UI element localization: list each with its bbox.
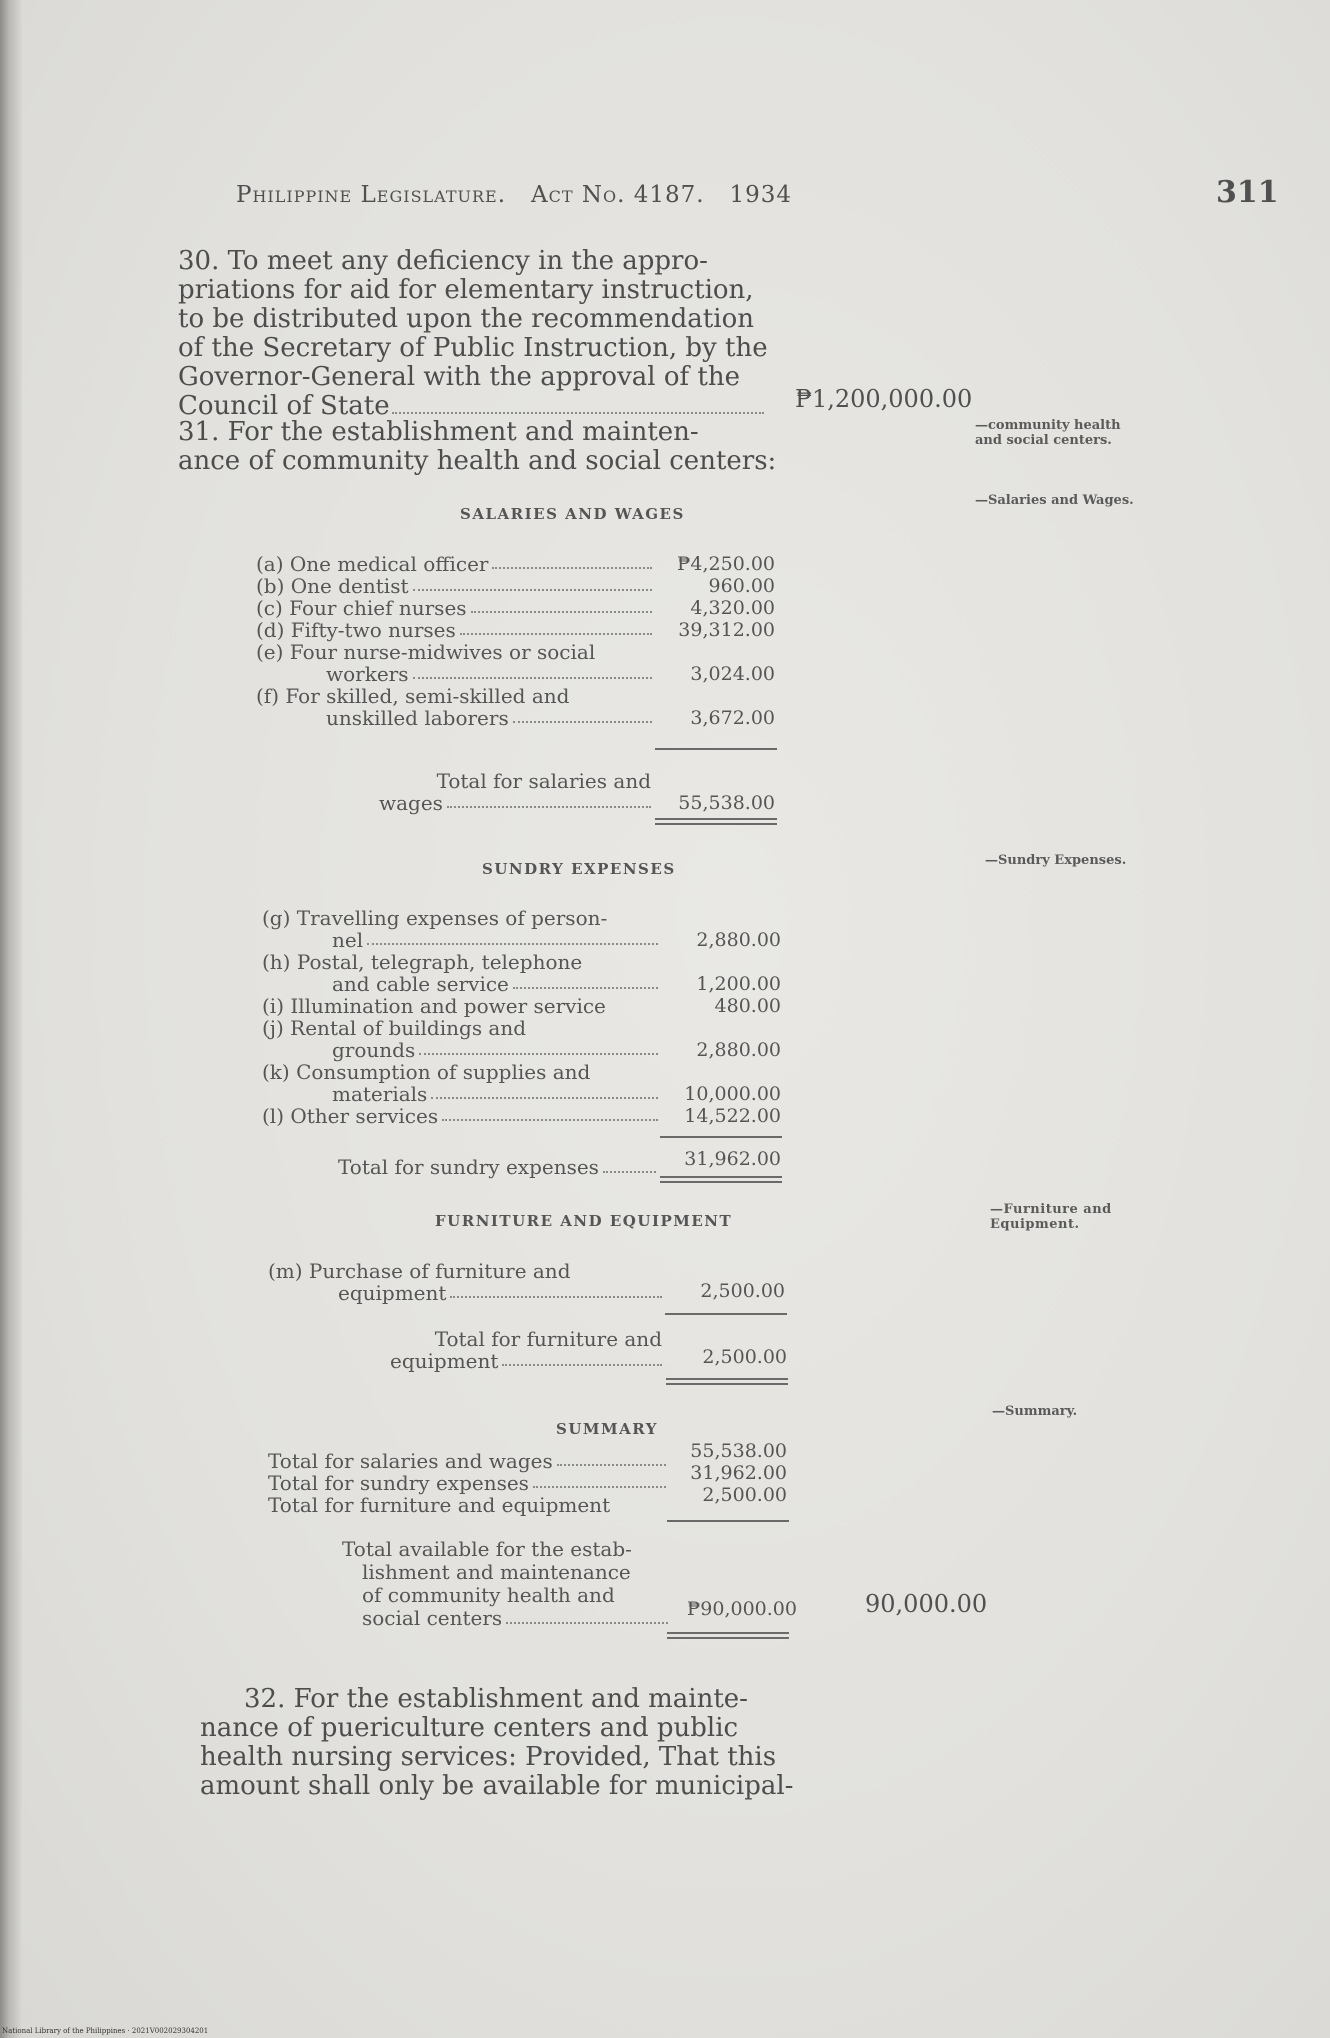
- total-label-line: Total available for the estab-: [342, 1537, 632, 1561]
- sundry-total-label: [338, 1155, 660, 1179]
- item-31-line: 31. For the establishment and mainten-: [178, 417, 699, 447]
- sundry-label: and cable service: [332, 972, 509, 996]
- leader-dots: [513, 707, 652, 723]
- total-label-line: social centers: [362, 1606, 503, 1630]
- running-header: [236, 182, 792, 208]
- furniture-label: equipment: [338, 1281, 447, 1305]
- sundry-items: [262, 907, 662, 1127]
- item-30-amount: ₱1,200,000.00: [795, 385, 973, 413]
- item-32-line: amount shall only be available for municipal-: [200, 1771, 794, 1801]
- total-label-line: lishment and maintenance: [362, 1560, 631, 1584]
- summary-row: [268, 1472, 670, 1494]
- salary-row: [256, 575, 656, 597]
- sundry-row-cont: [262, 1039, 662, 1061]
- double-rule: [667, 1632, 789, 1634]
- leader-dots: [392, 412, 764, 414]
- margin-note-community-health: [975, 418, 1121, 448]
- leader-dots: [431, 1083, 658, 1099]
- item-30-line: of the Secretary of Public Instruction, by the: [178, 333, 768, 363]
- header-act: Act No. 4187.: [531, 182, 705, 208]
- leader-dots: [460, 619, 652, 635]
- summary-total-label: [342, 1538, 672, 1630]
- furniture-label: (m) Purchase of furniture and: [268, 1259, 571, 1283]
- leader-dots: [603, 1155, 656, 1173]
- book-spine-shadow: [0, 0, 22, 2038]
- scan-footer: National Library of the Philippines · 2021V002029304201: [2, 2027, 209, 2035]
- salary-row: [256, 553, 656, 575]
- salary-label: (a) One medical officer: [256, 552, 489, 576]
- double-rule: [666, 1378, 788, 1380]
- sundry-heading: SUNDRY EXPENSES: [482, 860, 676, 878]
- summary-row: [268, 1494, 670, 1516]
- double-rule: [660, 1176, 782, 1178]
- salary-label: unskilled laborers: [326, 706, 509, 730]
- double-rule: [655, 818, 777, 820]
- salary-row-cont: [256, 663, 656, 685]
- leader-dots: [450, 1282, 662, 1298]
- salary-amount: 4,320.00: [690, 597, 775, 619]
- sundry-amount: 480.00: [714, 995, 781, 1017]
- summary-amount: 31,962.00: [690, 1462, 787, 1484]
- sundry-label: nel: [332, 928, 364, 952]
- leader-dots: [533, 1472, 666, 1488]
- furniture-row: [268, 1260, 666, 1282]
- margin-note-line: —community health: [975, 418, 1121, 433]
- salary-row-cont: [256, 707, 656, 729]
- margin-note-line: Equipment.: [990, 1217, 1080, 1232]
- sundry-label: grounds: [332, 1038, 416, 1062]
- salary-amount: 960.00: [708, 575, 775, 597]
- sundry-row: [262, 1105, 662, 1127]
- page-number: 311: [1216, 175, 1279, 210]
- sundry-label: (k) Consumption of supplies and: [262, 1060, 591, 1084]
- margin-note-sundry: —Sundry Expenses.: [985, 853, 1127, 868]
- leader-dots: [471, 597, 652, 613]
- salary-label: (d) Fifty-two nurses: [256, 618, 456, 642]
- salaries-heading: SALARIES AND WAGES: [460, 505, 685, 523]
- salaries-amounts: [660, 553, 775, 729]
- rule: [660, 1136, 782, 1138]
- rule: [667, 1520, 789, 1522]
- leader-dots: [513, 973, 658, 989]
- leader-dots: [419, 1039, 658, 1055]
- salary-row: [256, 641, 656, 663]
- header-year: 1934: [729, 182, 793, 208]
- item-30: [178, 247, 768, 421]
- summary-amount: 55,538.00: [690, 1440, 787, 1462]
- item-32-line: 32. For the establishment and mainte-: [244, 1684, 748, 1714]
- double-rule: [660, 1181, 782, 1183]
- sundry-row: [262, 1061, 662, 1083]
- item-30-line: to be distributed upon the recommendation: [178, 304, 754, 334]
- margin-note-line: —Furniture and: [990, 1202, 1112, 1217]
- sundry-label: (g) Travelling expenses of person-: [262, 906, 608, 930]
- total-label-line: Total for furniture and: [434, 1327, 662, 1351]
- sundry-label: materials: [332, 1082, 428, 1106]
- leader-dots: [557, 1450, 666, 1466]
- sundry-label: (l) Other services: [262, 1104, 439, 1128]
- summary-heading: SUMMARY: [556, 1420, 658, 1438]
- item-30-line: Council of State: [178, 391, 390, 421]
- sundry-label: (i) Illumination and power service: [262, 994, 606, 1018]
- leader-dots: [492, 553, 652, 569]
- rule: [665, 1313, 787, 1315]
- item-31-line: ance of community health and social centers:: [178, 446, 777, 476]
- salary-label: (e) Four nurse-midwives or social: [256, 640, 596, 664]
- summary-amount: 2,500.00: [702, 1484, 787, 1506]
- furniture-total: 2,500.00: [702, 1346, 787, 1368]
- total-label-line: equipment: [390, 1349, 499, 1373]
- sundry-row-cont: [262, 929, 662, 951]
- sundry-row: [262, 995, 662, 1017]
- total-label-line: Total for salaries and: [436, 769, 651, 793]
- sundry-row-cont: [262, 973, 662, 995]
- leader-dots: [367, 929, 658, 945]
- leader-dots: [506, 1607, 668, 1624]
- salary-amount: 39,312.00: [678, 619, 775, 641]
- item-30-line: Governor-General with the approval of the: [178, 362, 740, 392]
- item-31: [178, 418, 776, 476]
- total-label-line: Total for sundry expenses: [338, 1155, 599, 1179]
- furniture-heading: FURNITURE AND EQUIPMENT: [435, 1212, 733, 1230]
- sundry-row: [262, 951, 662, 973]
- sundry-total: 31,962.00: [684, 1148, 781, 1170]
- salary-row: [256, 597, 656, 619]
- salary-amount: ₱4,250.00: [676, 553, 775, 575]
- item-32-line: nance of puericulture centers and public: [200, 1713, 739, 1743]
- summary-label: Total for salaries and wages: [268, 1449, 553, 1473]
- sundry-label: (h) Postal, telegraph, telephone: [262, 950, 583, 974]
- item-32: [200, 1685, 800, 1801]
- item-30-line: 30. To meet any deficiency in the appro-: [178, 246, 708, 276]
- margin-note-line: and social centers.: [975, 433, 1112, 448]
- margin-note-summary: —Summary.: [992, 1404, 1078, 1419]
- leader-dots: [502, 1350, 662, 1366]
- sundry-amount: 2,880.00: [696, 1039, 781, 1061]
- salary-amount: 3,672.00: [690, 707, 775, 729]
- salary-row: [256, 685, 656, 707]
- summary-amounts: [672, 1440, 787, 1506]
- item-30-line: priations for aid for elementary instruction,: [178, 275, 754, 305]
- leader-dots: [413, 663, 653, 679]
- sundry-row-cont: [262, 1083, 662, 1105]
- summary-items: [268, 1450, 670, 1516]
- double-rule: [667, 1637, 789, 1639]
- leader-dots: [447, 792, 651, 808]
- summary-carried-amount: 90,000.00: [865, 1590, 988, 1618]
- salary-label: (c) Four chief nurses: [256, 596, 467, 620]
- sundry-row: [262, 1017, 662, 1039]
- salary-amount: 3,024.00: [690, 663, 775, 685]
- sundry-amounts: [666, 907, 781, 1127]
- leader-dots: [413, 575, 653, 591]
- salary-label: (b) One dentist: [256, 574, 409, 598]
- sundry-row: [262, 907, 662, 929]
- furniture-total-label: [366, 1328, 666, 1372]
- salary-label: (f) For skilled, semi-skilled and: [256, 684, 570, 708]
- sundry-amount: 14,522.00: [684, 1105, 781, 1127]
- leader-dots: [442, 1105, 658, 1121]
- rule: [655, 748, 777, 750]
- salaries-total-label: [355, 770, 655, 814]
- salary-row: [256, 619, 656, 641]
- total-label-line: of community health and: [362, 1583, 615, 1607]
- salary-label: workers: [326, 662, 409, 686]
- sundry-amount: 1,200.00: [696, 973, 781, 995]
- furniture-amount: 2,500.00: [700, 1280, 785, 1302]
- summary-label: Total for sundry expenses: [268, 1471, 529, 1495]
- total-label-line: wages: [379, 791, 443, 815]
- double-rule: [666, 1383, 788, 1385]
- sundry-label: (j) Rental of buildings and: [262, 1016, 527, 1040]
- summary-row: [268, 1450, 670, 1472]
- double-rule: [655, 823, 777, 825]
- margin-note-furniture: [990, 1202, 1112, 1232]
- salaries-total: 55,538.00: [678, 792, 775, 814]
- summary-label: Total for furniture and equipment: [268, 1493, 611, 1517]
- item-32-line: health nursing services: Provided, That this: [200, 1742, 777, 1772]
- salaries-items: [256, 553, 656, 729]
- sundry-amount: 10,000.00: [684, 1083, 781, 1105]
- header-title: Philippine Legislature.: [236, 182, 507, 208]
- margin-note-salaries: —Salaries and Wages.: [975, 493, 1134, 508]
- summary-total: ₱90,000.00: [686, 1598, 797, 1620]
- furniture-items: [268, 1260, 666, 1304]
- furniture-row-cont: [268, 1282, 666, 1304]
- sundry-amount: 2,880.00: [696, 929, 781, 951]
